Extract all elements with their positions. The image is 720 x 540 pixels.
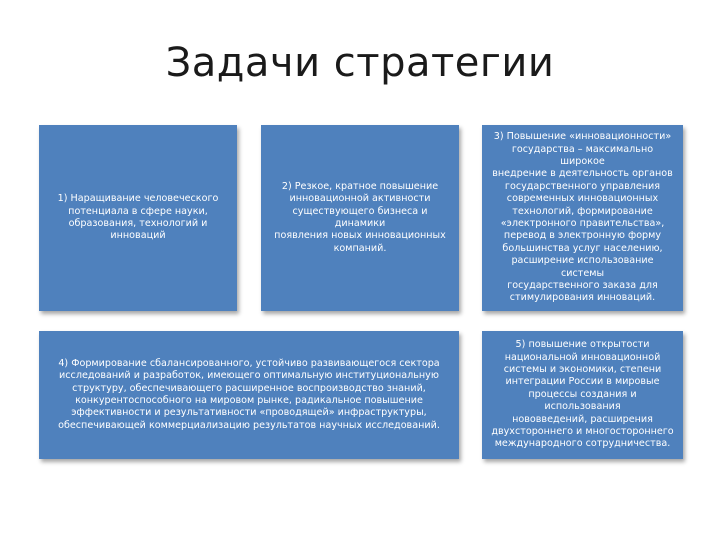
strategy-task-box-2 bbox=[261, 125, 459, 311]
strategy-task-text-3: 3) Повышение «инновационности» государства – максимально широкое внедрение в деятельность органов государственного управления современных инновационных технологий, формирование «электронного правительства», перевод в электронную форму большинства услуг населению, расширение использование системы государственного заказа для стимулирования инноваций. bbox=[492, 131, 673, 304]
strategy-task-text-5: 5) повышение открытости национальной инновационной системы и экономики, степени интеграции России в мировые процессы создания и использования нововведений, расширения двухстороннего и многостороннего международного сотрудничества. bbox=[491, 339, 674, 450]
strategy-task-box-5 bbox=[482, 331, 683, 459]
strategy-task-text-1: 1) Наращивание человеческого потенциала в сфере науки, образования, технологий и инноваций bbox=[57, 193, 219, 242]
strategy-task-box-3 bbox=[482, 125, 683, 311]
strategy-task-box-4 bbox=[39, 331, 459, 459]
strategy-task-text-4: 4) Формирование сбалансированного, устойчиво развивающегося сектора исследований и разработок, имеющего оптимальную институциональную структуру, обеспечивающего расширенное воспроизводство знаний, конкурентоспособного на мировом рынке, радикальное повышение эффективности и результативности «проводящей» инфраструктуры, обеспечивающей коммерциализацию результатов научных исследований. bbox=[58, 357, 440, 431]
strategy-task-box-1 bbox=[39, 125, 237, 311]
slide-title: Задачи стратегии bbox=[165, 40, 555, 86]
strategy-task-text-2: 2) Резкое, кратное повышение инновационной активности существующего бизнеса и динамики появления новых инновационных компаний. bbox=[274, 180, 446, 254]
